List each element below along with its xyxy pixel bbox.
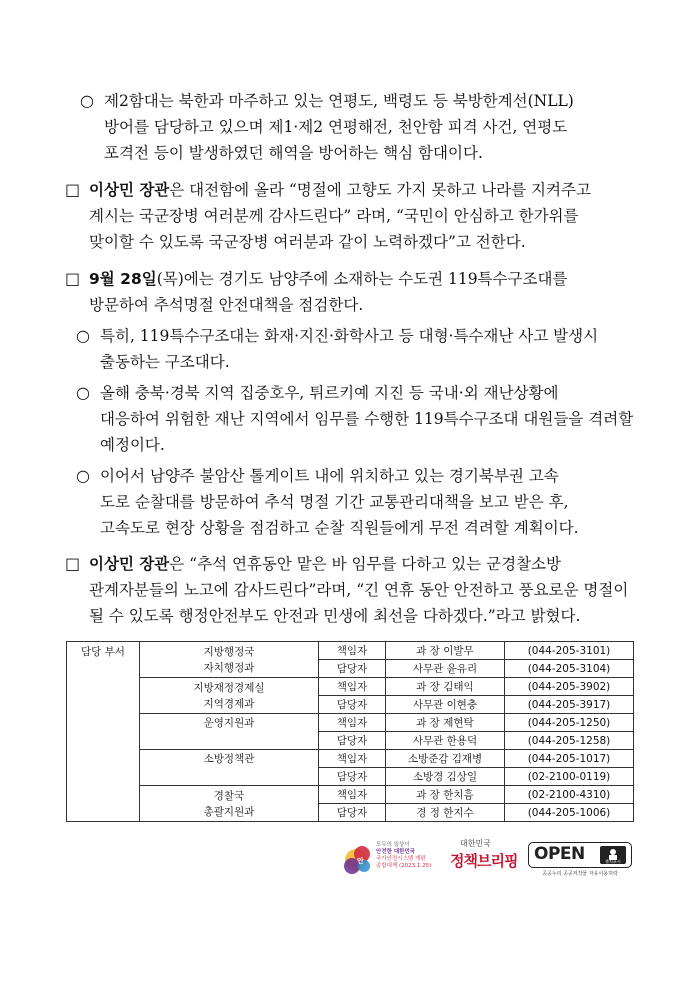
role-cell: 담당자 [319,768,386,786]
minister-name: 이상민 장관 [89,181,170,199]
circle-bullet: ○ [80,91,94,110]
person-cell: 사무관 이현충 [386,696,505,714]
paragraph-line: 이상민 장관은 대전함에 올라 “명절에 고향도 가지 못하고 나라를 지켜주고 [89,181,591,199]
minister-name: 이상민 장관 [89,555,170,573]
square-bullet: □ [65,269,81,288]
contact-table [66,641,634,822]
person-cell: 과 장 김태익 [386,678,505,696]
person-cell: 과 장 한치흠 [386,786,505,804]
circle-bullet: ○ [76,466,90,485]
unit-name: 운영지원과 [140,714,319,750]
circle-bullet: ○ [76,326,90,345]
role-cell: 책임자 [319,714,386,732]
unit-name: 소방정책관 [140,750,319,786]
unit-name: 지방행정국 자치행정과 [140,642,319,678]
person-cell: 경 정 한지수 [386,804,505,822]
phone-cell: (044-205-1258) [505,732,634,750]
person-cell: 과 장 이발무 [386,642,505,660]
paragraph-line: 제2함대는 북한과 마주하고 있는 연평도, 백령도 등 북방한계선(NLL) [104,92,574,110]
role-cell: 담당자 [319,804,386,822]
paragraph-line: 방문하여 추석명절 안전대책을 점검한다. [89,296,364,314]
square-bullet: □ [65,180,81,199]
table-row [67,786,634,804]
paragraph-line: 예정이다. [100,436,165,454]
role-cell: 책임자 [319,678,386,696]
dept-header: 담당 부서 [67,642,140,822]
phone-cell: (044-205-3104) [505,660,634,678]
phone-cell: (044-205-3902) [505,678,634,696]
paragraph-line: 맞이할 수 있도록 국군장병 여러분과 같이 노력하겠다”고 전한다. [89,233,526,251]
footer-logos [0,832,700,882]
role-cell: 담당자 [319,696,386,714]
paragraph-line: 특히, 119특수구조대는 화재·지진·화학사고 등 대형·특수재난 사고 발생시 [100,327,599,345]
unit-name: 경찰국 총괄지원과 [140,786,319,822]
table-row [67,750,634,768]
date-label: 9월 28일 [89,270,157,288]
policy-briefing-logo: 대한민국 정책브리핑 [450,839,518,870]
phone-cell: (044-205-3917) [505,696,634,714]
role-cell: 책임자 [319,786,386,804]
role-cell: 책임자 [319,642,386,660]
phone-cell: (044-205-3101) [505,642,634,660]
table-row [67,642,634,660]
policy-briefing-text: 정책브리핑 [450,852,518,870]
paragraph-line: 도로 순찰대를 방문하여 추석 명절 기간 교통관리대책을 보고 받은 후, [100,493,569,511]
paragraph-line: 출동하는 구조대다. [100,353,230,371]
table-row [67,678,634,696]
paragraph-line: 대응하여 위험한 재난 지역에서 임무를 수행한 119특수구조대 대원들을 격려할 [100,410,634,428]
svg-text:안: 안 [357,857,364,865]
paragraph-line: 이어서 남양주 불암산 톨게이트 내에 위치하고 있는 경기북부권 고속 [100,467,559,485]
role-cell: 담당자 [319,660,386,678]
phone-cell: (02-2100-4310) [505,786,634,804]
unit-name: 지방재정경제실 지역경제과 [140,678,319,714]
circle-bullet: ○ [76,383,90,402]
safety-system-logo: 안 모두의 일상이 안전한 대한민국 국가안전시스템 개편 종합대책 (2023.1.25) [342,840,442,880]
phone-cell: (044-205-1250) [505,714,634,732]
paragraph-line: 올해 충북·경북 지역 집중호우, 튀르키예 지진 등 국내·외 재난상황에 [100,384,559,402]
paragraph-line: 9월 28일(목)에는 경기도 남양주에 소재하는 수도권 119특수구조대를 [89,270,568,288]
person-cell: 소방경 김상일 [386,768,505,786]
kogl-open-logo: OPEN 출처표시 공공누리 공공저작물 자유이용허락 [528,842,632,878]
paragraph-line: 이상민 장관은 “추석 연휴동안 맡은 바 임무를 다하고 있는 군경찰소방 [89,555,561,573]
phone-cell: (044-205-1017) [505,750,634,768]
paragraph-line: 될 수 있도록 행정안전부도 안전과 민생에 최선을 다하겠다.”라고 밝혔다. [89,607,581,625]
person-cell: 사무관 윤유리 [386,660,505,678]
open-label: OPEN [534,844,585,864]
person-cell: 사무관 한용덕 [386,732,505,750]
table-row [67,714,634,732]
square-bullet: □ [65,554,81,573]
phone-cell: (044-205-1006) [505,804,634,822]
paragraph-line: 계시는 국군장병 여러분께 감사드린다” 라며, “국민이 안심하고 한가위를 [89,207,579,225]
role-cell: 담당자 [319,732,386,750]
role-cell: 책임자 [319,750,386,768]
attribution-badge-icon: 출처표시 [600,846,626,864]
phone-cell: (02-2100-0119) [505,768,634,786]
paragraph-line: 관계자분들의 노고에 감사드린다”라며, “긴 연휴 동안 안전하고 풍요로운 명절이 [89,581,629,599]
person-cell: 과 장 제현탁 [386,714,505,732]
paragraph-line: 고속도로 현장 상황을 점검하고 순찰 직원들에게 무전 격려할 계획이다. [100,519,579,537]
paragraph-line: 방어를 담당하고 있으며 제1·제2 연평해전, 천안함 피격 사건, 연평도 [104,118,568,136]
paragraph-line: 포격전 등이 발생하였던 해역을 방어하는 핵심 함대이다. [104,144,483,162]
person-cell: 소방준감 김재병 [386,750,505,768]
